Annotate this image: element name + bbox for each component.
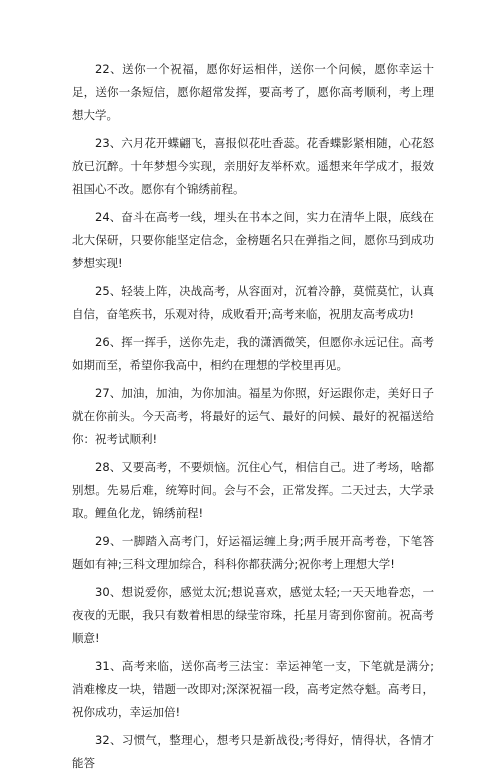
paragraph-24: 24、奋斗在高考一线，埋头在书本之间，实力在清华上限，底线在北大保研，只要你能坚定信念，金榜题名只在弹指之间，愿你马到成功梦想实现! — [72, 210, 434, 270]
paragraph-30: 30、想说爱你，感觉太沉;想说喜欢，感觉太轻;一天天地眷恋，一夜夜的无眠，我只有数着相思的绿莹帘珠，托星月寄到你窗前。祝高考顺意! — [72, 585, 434, 645]
paragraph-31: 31、高考来临，送你高考三法宝：幸运神笔一支，下笔就是满分;消难橡皮一块，错题一改即对;深深祝福一段，高考定然夺魁。高考日，祝你成功，幸运加倍! — [72, 659, 434, 719]
paragraph-29: 29、一脚踏入高考门，好运福运缠上身;两手展开高考卷，下笔答题如有神;三科文理加综合，科科你都获满分;祝你考上理想大学! — [72, 534, 434, 571]
paragraph-32: 32、习惯气，整理心，想考只是新战役;考得好，情得状，各情才能答 — [72, 733, 434, 770]
paragraph-25: 25、轻装上阵，决战高考，从容面对，沉着冷静，莫慌莫忙，认真自信，奋笔疾书，乐观对待，成败看开;高考来临，祝朋友高考成功! — [72, 284, 434, 321]
paragraph-26: 26、挥一挥手，送你先走，我的潇洒微笑，但愿你永远记住。高考如期而至，希望你我高中，相约在理想的学校里再见。 — [72, 335, 434, 372]
article-body — [72, 58, 434, 775]
paragraph-27: 27、加油，加油，为你加油。福星为你照，好运跟你走，美好日子就在你前头。今天高考，将最好的运气、最好的问候、最好的祝福送给你：祝考试顺利! — [72, 386, 434, 446]
paragraph-28: 28、又要高考，不要烦恼。沉住心气，相信自己。进了考场，啥都别想。先易后难，统筹时间。会与不会，正常发挥。二天过去，大学录取。鲤鱼化龙，锦绣前程! — [72, 460, 434, 520]
paragraph-23: 23、六月花开蝶翩飞，喜报似花吐香蕊。花香蝶影紧相随，心花怒放已沉醉。十年梦想今实现，亲朋好友举杯欢。遥想来年学成才，报效祖国心不改。愿你有个锦绣前程。 — [72, 136, 434, 196]
paragraph-22: 22、送你一个祝福，愿你好运相伴，送你一个问候，愿你幸运十足，送你一条短信，愿你超常发挥，要高考了，愿你高考顺利，考上理想大学。 — [72, 62, 434, 122]
